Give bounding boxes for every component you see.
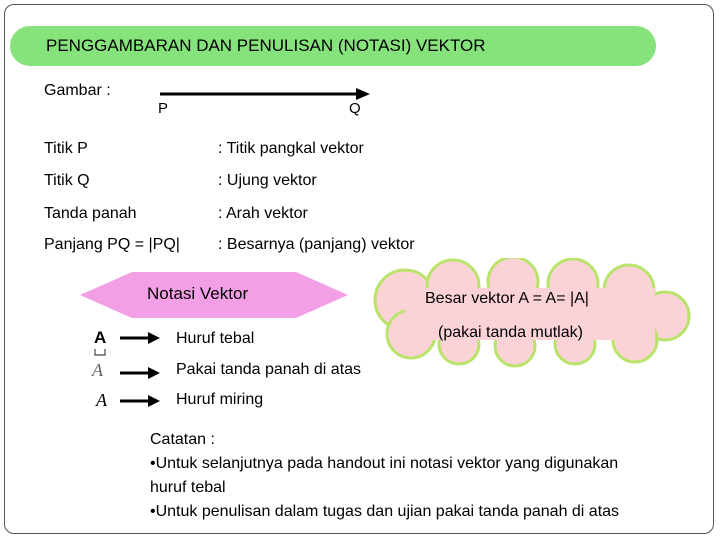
notation-symbol-arrow: A [92,360,103,380]
cloud-line-1: Besar vektor A = A= |A| [425,290,589,307]
notasi-header: Notasi Vektor [147,284,249,303]
definition-desc: : Besarnya (panjang) vektor [218,236,415,253]
cloud-callout [365,258,697,368]
catatan-line: •Untuk penulisan dalam tugas dan ujian pakai tanda panah di atas [150,503,620,520]
definition-term: Titik Q [44,172,90,189]
vector-end-label: Q [349,100,361,117]
cloud-line-2: (pakai tanda mutlak) [438,324,583,341]
right-arrow-icon [120,329,162,347]
notation-desc: Huruf miring [176,391,264,408]
slide-title: PENGGAMBARAN DAN PENULISAN (NOTASI) VEKTOR [46,36,486,55]
notation-desc: Huruf tebal [176,330,255,347]
notation-symbol-italic: A [96,390,107,410]
right-arrow-icon [120,392,162,410]
definition-term: Tanda panah [44,205,137,222]
right-arrow-icon [120,364,162,382]
notation-desc: Pakai tanda panah di atas [176,361,362,378]
definition-desc: : Titik pangkal vektor [218,140,364,157]
definition-desc: : Ujung vektor [218,172,317,189]
definition-term: Panjang PQ = |PQ| [44,236,180,253]
gambar-label: Gambar : [44,82,111,99]
vector-arrow-above-icon [93,347,107,357]
vector-start-label: P [158,100,169,117]
definition-desc: : Arah vektor [218,205,308,222]
vector-pq-arrow [150,84,380,104]
catatan-note [150,428,619,524]
catatan-heading: Catatan : [150,431,215,448]
notation-symbol-bold: A [94,328,107,347]
catatan-line: huruf tebal [150,479,226,496]
catatan-line: •Untuk selanjutnya pada handout ini notasi vektor yang digunakan [150,455,619,472]
definition-term: Titik P [44,140,88,157]
